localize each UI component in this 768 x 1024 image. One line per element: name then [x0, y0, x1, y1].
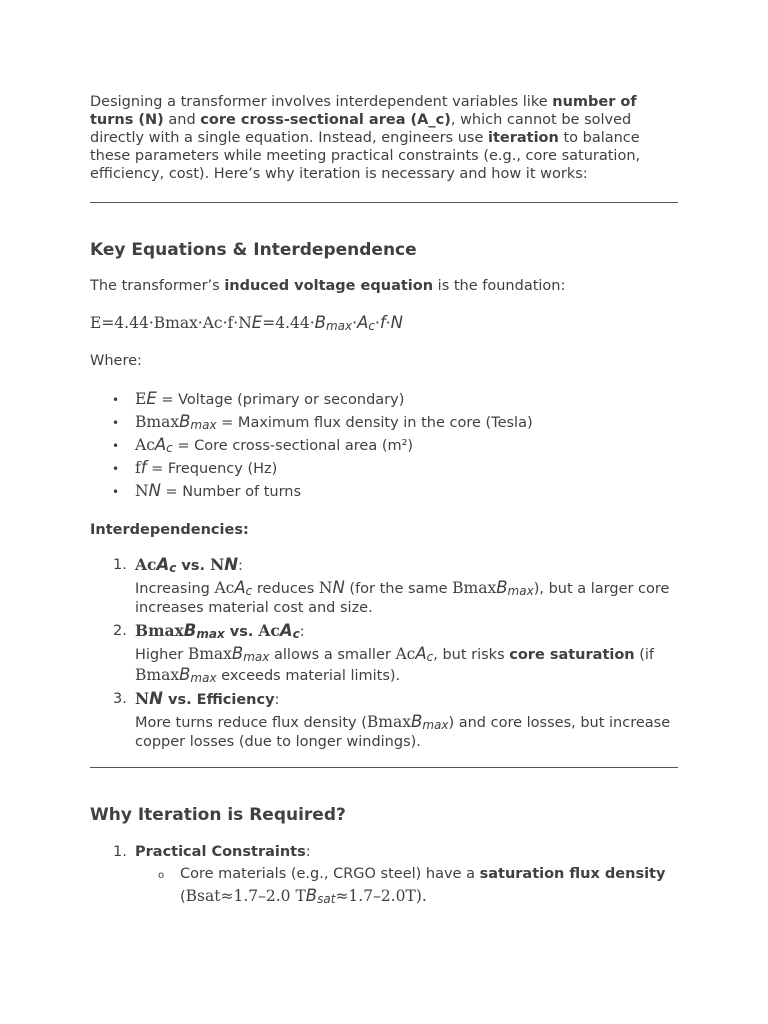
item-text: = Number of turns	[160, 484, 302, 500]
sub-list	[135, 864, 678, 908]
item-number: 1.	[113, 557, 127, 573]
desc-text: Increasing	[135, 581, 215, 597]
sym: A	[234, 578, 246, 597]
desc-text: (if	[634, 647, 655, 663]
sym-subscript: max	[196, 627, 225, 641]
sym-subscript: c	[292, 627, 300, 641]
interdependencies-list	[90, 555, 678, 752]
interdependencies-heading: Interdependencies:	[90, 522, 249, 538]
desc-text: More turns reduce flux density (	[135, 715, 367, 731]
sym: B	[410, 712, 423, 731]
sub-text: Core materials (e.g., CRGO steel) have a	[180, 866, 480, 882]
intro-text: to balance these parameters while meeting practical constraints (e.g., core saturation, efficiency, cost). Here’s why iteration is necessary and how it works:	[90, 130, 641, 182]
sym-raw: Bsat≈1.7–2.0 T	[185, 887, 306, 905]
sym: B	[305, 886, 318, 905]
sym-raw: Bmax	[452, 579, 497, 597]
sym: N	[148, 481, 161, 500]
desc-text: (for the same	[344, 581, 453, 597]
item-heading	[135, 689, 275, 708]
item-number: 1.	[113, 844, 127, 860]
sym-raw: Ac	[395, 645, 416, 663]
desc-text: Higher	[135, 647, 188, 663]
lead-text: is the foundation:	[433, 278, 566, 294]
sym-raw: Bmax	[135, 621, 184, 640]
sym-raw: Ac	[135, 436, 155, 454]
item-text: = Frequency (Hz)	[146, 461, 278, 477]
desc-bold: core saturation	[509, 647, 635, 663]
sym: A	[154, 435, 167, 454]
sym: B	[183, 621, 197, 640]
sym: A	[415, 644, 427, 663]
list-item	[135, 480, 678, 503]
sym-subscript: sat	[317, 892, 336, 906]
sym-subscript: c	[169, 561, 177, 575]
list-item	[113, 555, 678, 618]
sym-subscript: c	[166, 441, 173, 455]
sym-raw: Bmax	[135, 666, 180, 684]
eq-symbol: N	[390, 313, 404, 332]
sub-list-item	[180, 864, 678, 908]
heading-text: vs.	[176, 558, 211, 574]
sym: N	[332, 578, 345, 597]
sym: B	[496, 578, 508, 597]
equation-raw: E=4.44·Bmax·Ac·f·N	[90, 314, 252, 332]
sym: B	[231, 644, 244, 663]
intro-paragraph	[90, 93, 678, 183]
section-divider	[90, 767, 678, 768]
sym-subscript: max	[422, 718, 449, 732]
item-text: = Core cross-sectional area (m²)	[172, 438, 414, 454]
sub-text: (	[180, 889, 186, 905]
item-text: = Maximum flux density in the core (Tesla)	[216, 415, 533, 431]
sym-raw: N	[210, 555, 225, 574]
desc-text: ), but a larger core increases material cost and size.	[135, 581, 670, 616]
eq-symbol: A	[357, 313, 369, 332]
colon: :	[299, 624, 305, 640]
colon: :	[274, 692, 280, 708]
section-heading-key-equations: Key Equations & Interdependence	[90, 240, 417, 260]
eq-text: =4.44·	[262, 314, 315, 332]
item-description	[135, 578, 678, 618]
document-content	[90, 93, 678, 911]
sym-raw: Bmax	[135, 413, 180, 431]
heading-text: vs. Efficiency	[162, 692, 275, 708]
equation-lead	[90, 277, 678, 295]
lead-bold: induced voltage equation	[224, 278, 434, 294]
sym: N	[149, 689, 163, 708]
sym-raw: Bmax	[187, 645, 232, 663]
sym-raw: E	[135, 390, 147, 408]
sym-raw: Bmax	[366, 713, 411, 731]
desc-text: , but risks	[433, 647, 510, 663]
item-number: 3.	[113, 691, 127, 707]
eq-subscript: max	[325, 319, 353, 333]
sym-raw: N	[318, 579, 333, 597]
eq-subscript: c	[368, 319, 375, 333]
list-item	[113, 621, 678, 686]
lead-text: The transformer’s	[90, 278, 225, 294]
sub-text: ≈1.7–2.0T).	[335, 887, 427, 905]
eq-symbol: B	[314, 313, 326, 332]
heading-text: vs.	[224, 624, 259, 640]
sym: f	[140, 458, 147, 477]
sym-subscript: c	[245, 584, 253, 598]
sym-raw: Ac	[214, 579, 235, 597]
list-item	[113, 689, 678, 752]
item-heading	[135, 555, 239, 575]
sym-raw: Ac	[258, 621, 280, 640]
colon: :	[305, 844, 311, 860]
sym: N	[224, 555, 239, 574]
sym: B	[179, 665, 191, 684]
desc-text: reduces	[252, 581, 319, 597]
sym-raw: N	[135, 689, 150, 708]
eq-text: ·	[374, 314, 380, 332]
sym-subscript: c	[426, 650, 434, 664]
sym-subscript: max	[507, 584, 534, 598]
desc-text: exceeds material limits).	[216, 668, 401, 684]
item-heading	[135, 621, 300, 641]
item-heading: Practical Constraints	[135, 844, 306, 860]
eq-symbol: E	[251, 313, 263, 332]
voltage-equation	[90, 311, 678, 336]
sym-subscript: max	[243, 650, 270, 664]
desc-text: allows a smaller	[269, 647, 396, 663]
section-divider	[90, 202, 678, 203]
sub-bold: saturation flux density	[479, 866, 666, 882]
intro-text: and	[163, 112, 201, 128]
intro-text: , which cannot be solved directly with a single equation. Instead, engineers use	[90, 112, 632, 146]
list-item	[135, 457, 678, 480]
section-heading-why-iteration: Why Iteration is Required?	[90, 805, 346, 825]
eq-symbol: f	[379, 313, 386, 332]
intro-bold: iteration	[487, 130, 559, 146]
sym-raw: Ac	[135, 555, 157, 574]
list-item	[135, 411, 678, 434]
colon: :	[238, 558, 243, 574]
intro-bold: number of turns (N)	[90, 94, 637, 128]
item-number: 2.	[113, 623, 127, 639]
sym-raw: f	[135, 459, 141, 477]
sym-subscript: max	[190, 418, 217, 432]
item-text: = Voltage (primary or secondary)	[156, 392, 405, 408]
intro-bold: core cross-sectional area (A_c)	[200, 112, 451, 128]
eq-text: ·	[385, 314, 391, 332]
list-item	[113, 842, 678, 908]
iteration-reasons-list	[90, 842, 678, 908]
sym-raw: N	[135, 482, 149, 500]
eq-text: ·	[352, 314, 358, 332]
sym: A	[279, 621, 293, 640]
where-list	[90, 388, 678, 503]
item-description	[135, 712, 678, 752]
list-item	[135, 434, 678, 457]
intro-text: Designing a transformer involves interdependent variables like	[90, 94, 553, 110]
sym-subscript: max	[190, 671, 217, 685]
desc-text: ) and core losses, but increase copper losses (due to longer windings).	[135, 715, 671, 750]
sym: E	[146, 389, 157, 408]
item-description	[135, 644, 678, 686]
list-item	[135, 388, 678, 411]
where-label: Where:	[90, 353, 142, 369]
sym: A	[156, 555, 170, 574]
sym: B	[179, 412, 191, 431]
